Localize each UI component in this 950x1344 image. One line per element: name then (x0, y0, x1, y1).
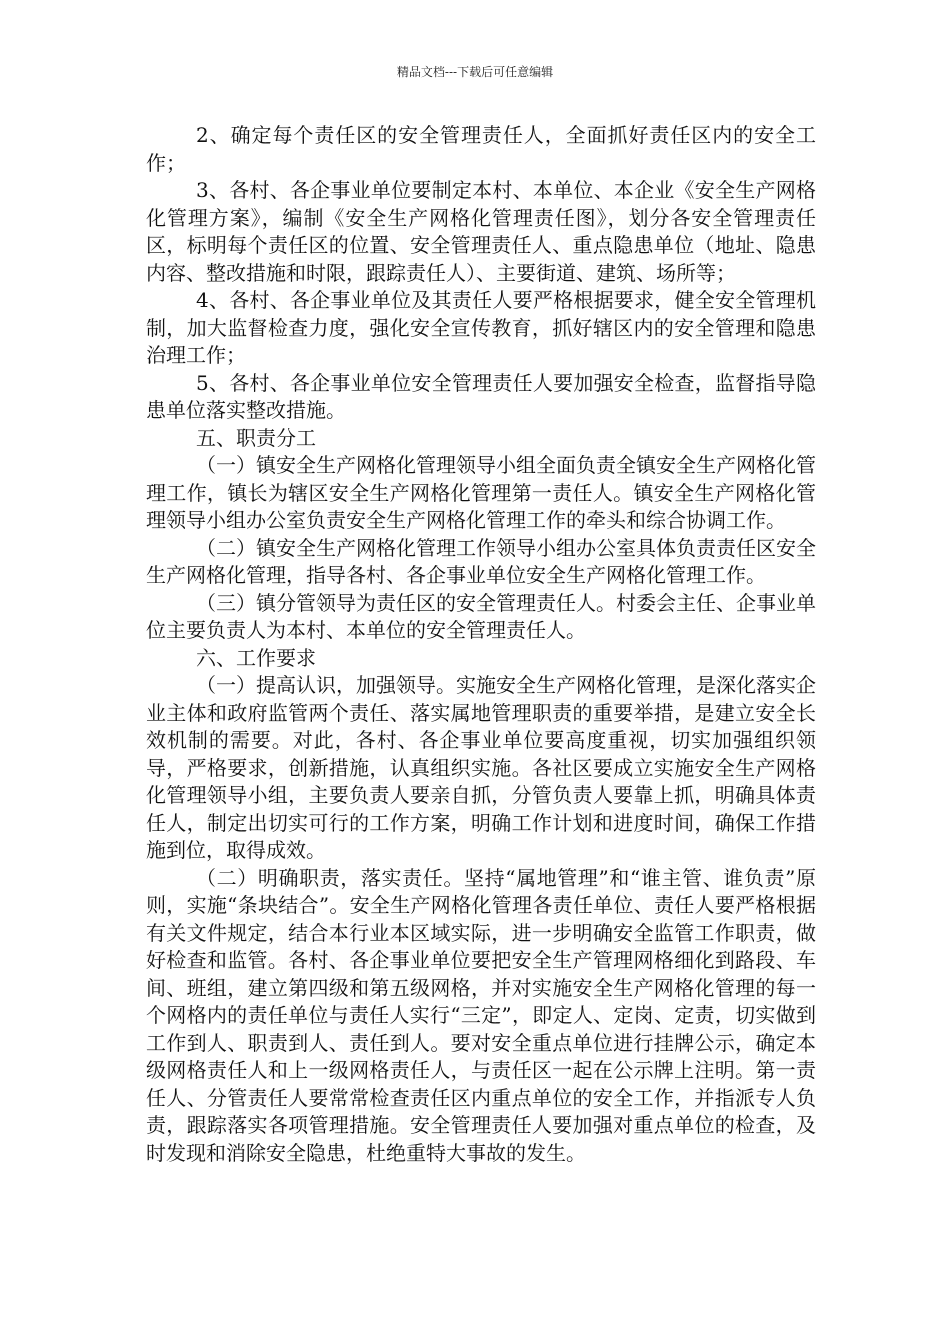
paragraph-item-5: 5、各村、各企事业单位安全管理责任人要加强安全检查，监督指导隐患单位落实整改措施。 (146, 370, 816, 422)
paragraph-requirement-2: （二）明确职责，落实责任。坚持“属地管理”和“谁主管、谁负责”原则，实施“条块结合”。安全生产网格化管理各责任单位、责任人要严格根据有关文件规定，结合本行业本区域实际，进一步明确安全监管工作职责，做好检查和监管。各村、各企事业单位要把安全生产管理网格细化到路段、车间、班组，建立第四级和第五级网格，并对实施安全生产网格化管理的每一个网格内的责任单位与责任人实行“三定”，即定人、定岗、定责，切实做到工作到人、职责到人、责任到人。要对安全重点单位进行挂牌公示，确定本级网格责任人和上一级网格责任人，与责任区一起在公示牌上注明。第一责任人、分管责任人要常常检查责任区内重点单位的安全工作，并指派专人负责，跟踪落实各项管理措施。安全管理责任人要加强对重点单位的检查，及时发现和消除安全隐患，杜绝重特大事故的发生。 (146, 865, 816, 1165)
paragraph-requirement-1: （一）提高认识，加强领导。实施安全生产网格化管理，是深化落实企业主体和政府监管两个责任、落实属地管理职责的重要举措，是建立安全长效机制的需要。对此，各村、各企事业单位要高度重视，切实加强组织领导，严格要求，创新措施，认真组织实施。各社区要成立实施安全生产网格化管理领导小组，主要负责人要亲自抓，分管负责人要靠上抓，明确具体责任人，制定出切实可行的工作方案，明确工作计划和进度时间，确保工作措施到位，取得成效。 (146, 673, 816, 862)
paragraph-duty-3: （三）镇分管领导为责任区的安全管理责任人。村委会主任、企事业单位主要负责人为本村、本单位的安全管理责任人。 (146, 590, 816, 642)
paragraph-item-3: 3、各村、各企事业单位要制定本村、本单位、本企业《安全生产网格化管理方案》，编制《安全生产网格化管理责任图》，划分各安全管理责任区，标明每个责任区的位置、安全管理责任人、重点隐患单位（地址、隐患内容、整改措施和时限，跟踪责任人）、主要街道、建筑、场所等； (146, 178, 816, 285)
paragraph-duty-1: （一）镇安全生产网格化管理领导小组全面负责全镇安全生产网格化管理工作，镇长为辖区安全生产网格化管理第一责任人。镇安全生产网格化管理领导小组办公室负责安全生产网格化管理工作的牵头和综合协调工作。 (146, 453, 816, 532)
paragraph-item-4: 4、各村、各企事业单位及其责任人要严格根据要求，健全安全管理机制，加大监督检查力度，强化安全宣传教育，抓好辖区内的安全管理和隐患治理工作； (146, 288, 816, 367)
page-header: 精品文档---下载后可任意编辑 (396, 65, 554, 79)
paragraph-item-2: 2、确定每个责任区的安全管理责任人，全面抓好责任区内的安全工作； (146, 123, 816, 175)
document-body (146, 122, 816, 1167)
section-heading-duties: 五、职责分工 (196, 425, 316, 450)
paragraph-duty-2: （二）镇安全生产网格化管理工作领导小组办公室具体负责责任区安全生产网格化管理，指导各村、各企事业单位安全生产网格化管理工作。 (146, 535, 816, 587)
section-heading-requirements: 六、工作要求 (196, 645, 316, 670)
